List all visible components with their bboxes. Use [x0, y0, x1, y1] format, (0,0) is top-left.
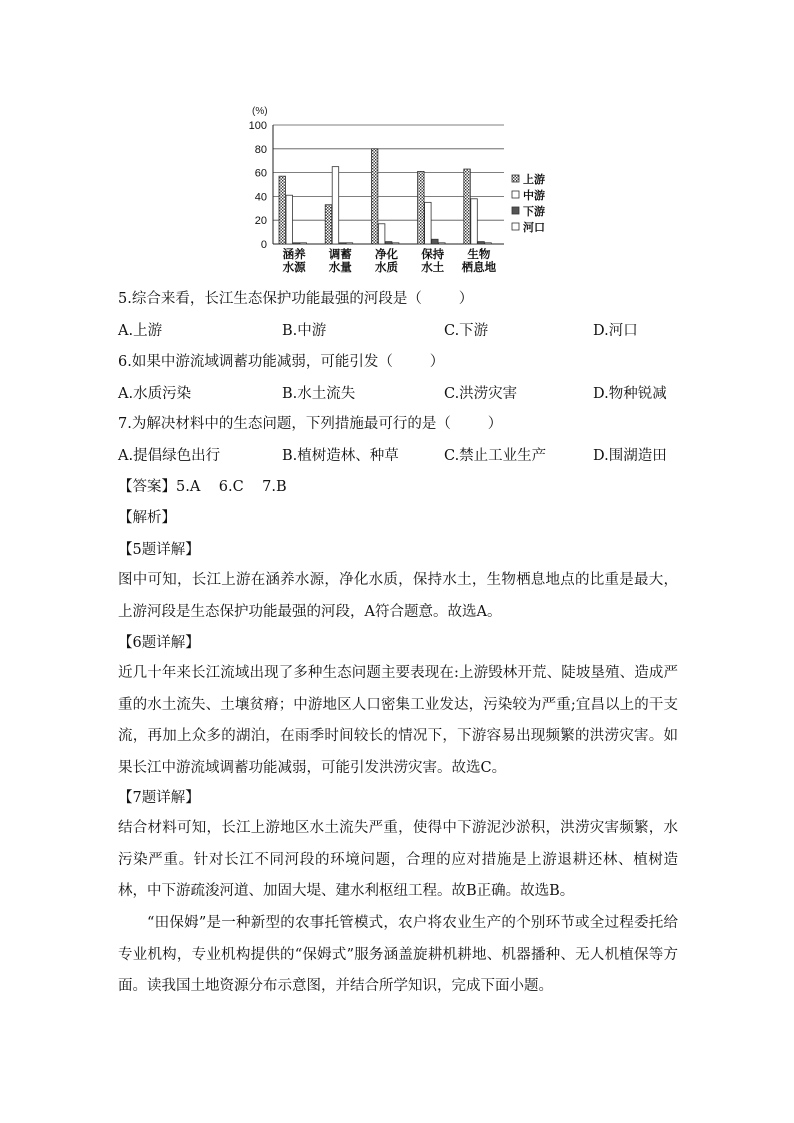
bar-中游 — [332, 167, 339, 244]
q5-option-c: C.下游 — [444, 323, 489, 339]
detail-7-heading: 【7题详解】 — [118, 790, 200, 806]
analysis-heading: 【解析】 — [118, 510, 176, 526]
bar-中游 — [286, 195, 293, 244]
answer-line: 【答案】5.A 6.C 7.B — [118, 479, 287, 495]
legend-swatch — [512, 207, 519, 214]
q7-option-b: B.植树造林、种草 — [282, 448, 399, 464]
legend-swatch — [512, 191, 519, 198]
x-category-label: 水源 — [282, 260, 306, 274]
q6-option-a: A.水质污染 — [118, 386, 192, 402]
y-tick-label: 40 — [254, 191, 267, 204]
y-unit-label: (%) — [252, 106, 268, 117]
y-tick-label: 100 — [248, 120, 267, 132]
y-tick-label: 20 — [254, 215, 267, 228]
detail-7-text: 结合材料可知，长江上游地区水土流失严重，使得中下游泥沙淤积，洪涝灾害频繁，水污染严重。针对长江不同河段的环境问题，合理的应对措施是上游退耕还林、植树造林，中下游疏浚河道、加固大堤、建水利枢纽工程。故B正确。故选B。 — [118, 820, 678, 899]
x-category-label: 涵养 — [282, 247, 306, 261]
bar-河口 — [439, 243, 446, 244]
legend-swatch — [512, 223, 519, 230]
bar-中游 — [425, 202, 432, 244]
y-tick-label: 0 — [260, 239, 267, 251]
bar-上游 — [464, 169, 471, 244]
bar-河口 — [346, 243, 353, 244]
q5-option-a: A.上游 — [118, 323, 163, 339]
detail-5-text: 图中可知，长江上游在涵养水源，净化水质，保持水土，生物栖息地点的比重是最大，上游河段是生态保护功能最强的河段，A符合题意。故选A。 — [118, 572, 678, 620]
bar-河口 — [485, 243, 492, 244]
q7-option-a: A.提倡绿色出行 — [118, 448, 221, 464]
next-question-intro: “田保姆”是一种新型的农事托管模式，农户将农业生产的个别环节或全过程委托给专业机构，专业机构提供的“保姆式”服务涵盖旋耕机耕地、机器播种、无人机植保等方面。读我国土地资源分布示意图，并结合所学知识，完成下面小题。 — [118, 915, 678, 994]
x-category-label: 栖息地 — [461, 260, 497, 274]
x-category-label: 水质 — [375, 260, 398, 274]
ecosystem-function-bar-chart — [246, 102, 556, 278]
q5-option-d: D.河口 — [593, 323, 638, 339]
legend-label: 中游 — [523, 189, 545, 202]
bar-河口 — [300, 243, 307, 244]
question-5-stem: 5.综合来看，长江生态保护功能最强的河段是（ ） — [118, 291, 474, 307]
q6-option-b: B.水土流失 — [282, 386, 356, 402]
q6-option-c: C.洪涝灾害 — [444, 386, 518, 402]
bar-上游 — [325, 205, 332, 244]
x-category-label: 水量 — [328, 260, 352, 274]
legend-label: 上游 — [523, 173, 545, 186]
bar-上游 — [279, 176, 286, 244]
y-tick-label: 80 — [254, 143, 267, 156]
legend-swatch — [512, 175, 519, 182]
x-category-label: 净化 — [375, 247, 398, 261]
q7-option-c: C.禁止工业生产 — [444, 448, 547, 464]
x-category-label: 生物 — [467, 247, 491, 261]
question-7-stem: 7.为解决材料中的生态问题，下列措施最可行的是（ ） — [118, 416, 503, 432]
x-category-label: 保持 — [421, 247, 445, 261]
y-tick-label: 60 — [254, 167, 267, 180]
bar-中游 — [378, 224, 385, 244]
detail-5-heading: 【5题详解】 — [118, 542, 200, 558]
legend-label: 河口 — [523, 221, 545, 234]
bar-上游 — [371, 149, 378, 244]
bar-下游 — [339, 243, 346, 244]
q5-option-b: B.中游 — [282, 323, 327, 339]
bar-下游 — [293, 243, 300, 244]
bar-中游 — [471, 199, 478, 244]
question-6-stem: 6.如果中游流域调蓄功能减弱，可能引发（ ） — [118, 354, 445, 370]
bar-下游 — [478, 242, 485, 244]
detail-6-text: 近几十年来长江流域出现了多种生态问题主要表现在:上游毁林开荒、陡坡垦殖、造成严重的水土流失、土壤贫瘠；中游地区人口密集工业发达，污染较为严重;宜昌以上的干支流，再加上众多的湖泊，在雨季时间较长的情况下，下游容易出现频繁的洪涝灾害。如果长江中游流域调蓄功能减弱，可能引发洪涝灾害。故选C。 — [118, 665, 678, 776]
bar-下游 — [385, 242, 392, 244]
q6-option-d: D.物种锐减 — [593, 386, 667, 402]
q7-option-d: D.围湖造田 — [593, 448, 667, 464]
detail-6-heading: 【6题详解】 — [118, 635, 200, 651]
bar-上游 — [418, 171, 425, 244]
bar-下游 — [432, 239, 439, 244]
legend-label: 下游 — [523, 205, 545, 218]
bar-河口 — [392, 243, 399, 244]
x-category-label: 调蓄 — [328, 247, 352, 261]
x-category-label: 水土 — [421, 260, 445, 274]
